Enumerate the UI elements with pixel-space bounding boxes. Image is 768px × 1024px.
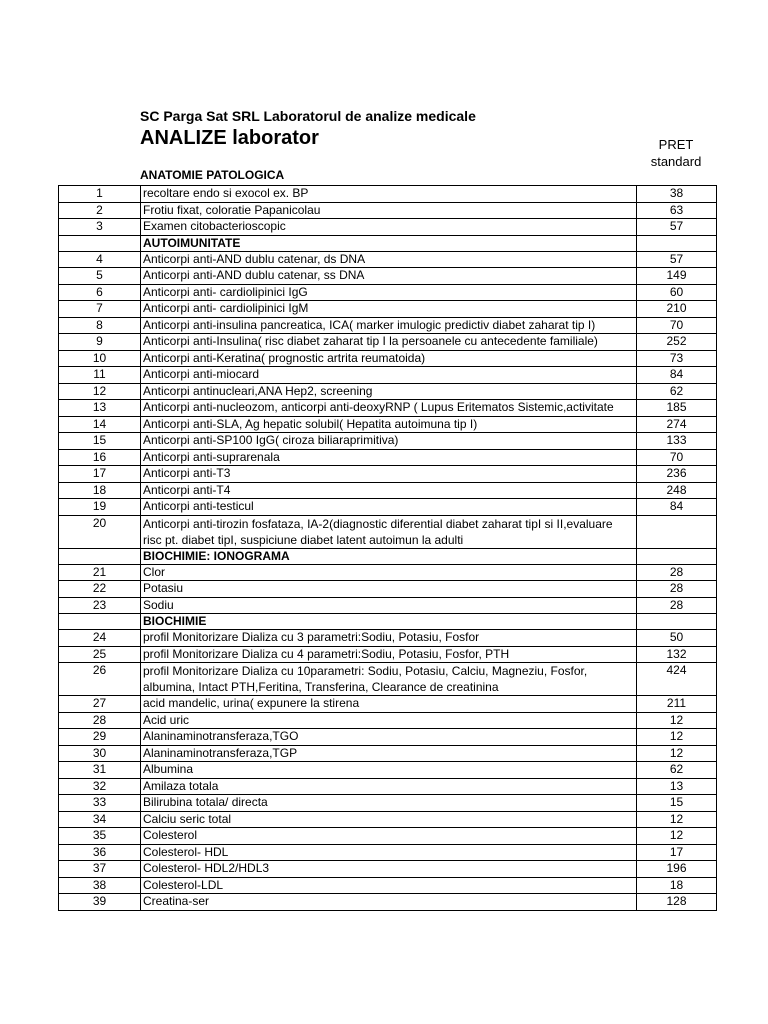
row-number: 23: [59, 597, 141, 614]
analysis-name: Alaninaminotransferaza,TGO: [141, 729, 637, 746]
row-number: 6: [59, 284, 141, 301]
table-row: [59, 284, 717, 301]
table-row: [59, 828, 717, 845]
row-number: 27: [59, 696, 141, 713]
table-row: [59, 646, 717, 663]
analysis-name: Colesterol- HDL: [141, 844, 637, 861]
analysis-name: Anticorpi anti-T3: [141, 466, 637, 483]
price-label-line1: PRET: [658, 137, 694, 152]
table-row: [59, 400, 717, 417]
row-number: 21: [59, 564, 141, 581]
company-name: SC Parga Sat SRL Laboratorul de analize medicale: [140, 108, 476, 124]
row-number: 14: [59, 416, 141, 433]
table-row: [59, 515, 717, 548]
analysis-name: Anticorpi anti-miocard: [141, 367, 637, 384]
analysis-price: 12: [637, 712, 717, 729]
row-number: 35: [59, 828, 141, 845]
analysis-price: 133: [637, 433, 717, 450]
row-number: 32: [59, 778, 141, 795]
table-row: [59, 251, 717, 268]
row-number: 26: [59, 663, 141, 696]
table-row: [59, 433, 717, 450]
analysis-name: Anticorpi anti-AND dublu catenar, ss DNA: [141, 268, 637, 285]
table-row: [59, 482, 717, 499]
analysis-name: Clor: [141, 564, 637, 581]
analysis-price: 73: [637, 350, 717, 367]
row-number: 7: [59, 301, 141, 318]
price-table-body: [59, 186, 717, 911]
analysis-name: Anticorpi anti-suprarenala: [141, 449, 637, 466]
table-row: [59, 449, 717, 466]
row-number: 39: [59, 894, 141, 911]
analysis-name: Alaninaminotransferaza,TGP: [141, 745, 637, 762]
analysis-name: Bilirubina totala/ directa: [141, 795, 637, 812]
analysis-name: Potasiu: [141, 581, 637, 598]
row-number: 33: [59, 795, 141, 812]
section-title: ANATOMIE PATOLOGICA: [140, 168, 285, 182]
page-title: ANALIZE laborator: [140, 127, 319, 149]
row-number: 3: [59, 219, 141, 236]
row-number: 36: [59, 844, 141, 861]
analysis-price: 12: [637, 745, 717, 762]
analysis-price: 18: [637, 877, 717, 894]
analysis-name: acid mandelic, urina( expunere la stirena: [141, 696, 637, 713]
row-number: 5: [59, 268, 141, 285]
analysis-name: Colesterol- HDL2/HDL3: [141, 861, 637, 878]
analysis-name: profil Monitorizare Dializa cu 3 parametri:Sodiu, Potasiu, Fosfor: [141, 630, 637, 647]
row-number: 9: [59, 334, 141, 351]
analysis-price: 28: [637, 597, 717, 614]
section-title: AUTOIMUNITATE: [143, 235, 241, 250]
analysis-name: Frotiu fixat, coloratie Papanicolau: [141, 202, 637, 219]
table-row: [59, 844, 717, 861]
analysis-name: Anticorpi anti-testicul: [141, 499, 637, 516]
analysis-name: Anticorpi anti-nucleozom, anticorpi anti-deoxyRNP ( Lupus Eritematos Sistemic,activitate: [141, 400, 637, 417]
table-row: [59, 416, 717, 433]
analysis-price: 17: [637, 844, 717, 861]
section-empty-cell: [637, 548, 717, 564]
section-title: BIOCHIMIE: IONOGRAMA: [143, 548, 290, 563]
analysis-price: 132: [637, 646, 717, 663]
row-number: 20: [59, 515, 141, 548]
analysis-name: Anticorpi anti-AND dublu catenar, ds DNA: [141, 251, 637, 268]
analysis-name: Anticorpi anti-SLA, Ag hepatic solubil( Hepatita autoimuna tip I): [141, 416, 637, 433]
analysis-name: Anticorpi anti- cardiolipinici IgG: [141, 284, 637, 301]
price-table: [58, 185, 717, 911]
analysis-name: Anticorpi antinucleari,ANA Hep2, screening: [141, 383, 637, 400]
row-number: 16: [59, 449, 141, 466]
section-empty-cell: [59, 614, 141, 630]
table-row: [59, 367, 717, 384]
table-row: [59, 581, 717, 598]
analysis-price: 28: [637, 564, 717, 581]
analysis-name: Anticorpi anti-Insulina( risc diabet zaharat tip I la persoanele cu antecedente familiale): [141, 334, 637, 351]
analysis-price: 12: [637, 811, 717, 828]
table-row: [59, 268, 717, 285]
table-row: [59, 663, 717, 696]
analysis-price: 70: [637, 449, 717, 466]
row-number: 18: [59, 482, 141, 499]
row-number: 4: [59, 251, 141, 268]
section-title: BIOCHIMIE: [143, 614, 207, 628]
table-row: [59, 894, 717, 911]
section-header-row: [59, 548, 717, 564]
analysis-name: Calciu seric total: [141, 811, 637, 828]
table-row: [59, 877, 717, 894]
table-row: [59, 334, 717, 351]
table-row: [59, 795, 717, 812]
table-row: [59, 712, 717, 729]
table-row: [59, 186, 717, 203]
analysis-price: 62: [637, 762, 717, 779]
row-number: 31: [59, 762, 141, 779]
analysis-price: 57: [637, 251, 717, 268]
row-number: 8: [59, 317, 141, 334]
analysis-price: 185: [637, 400, 717, 417]
section-empty-cell: [637, 614, 717, 630]
analysis-price: 196: [637, 861, 717, 878]
row-number: 13: [59, 400, 141, 417]
table-row: [59, 696, 717, 713]
analysis-price: 236: [637, 466, 717, 483]
analysis-name: Sodiu: [141, 597, 637, 614]
analysis-price: 211: [637, 696, 717, 713]
analysis-price: 248: [637, 482, 717, 499]
row-number: 28: [59, 712, 141, 729]
table-row: [59, 861, 717, 878]
analysis-name: Examen citobacterioscopic: [141, 219, 637, 236]
table-row: [59, 745, 717, 762]
analysis-name: Colesterol: [141, 828, 637, 845]
table-row: [59, 202, 717, 219]
row-number: 29: [59, 729, 141, 746]
table-row: [59, 564, 717, 581]
row-number: 30: [59, 745, 141, 762]
table-row: [59, 383, 717, 400]
analysis-price: 274: [637, 416, 717, 433]
table-row: [59, 597, 717, 614]
row-number: 37: [59, 861, 141, 878]
table-row: [59, 499, 717, 516]
analysis-price: 84: [637, 499, 717, 516]
row-number: 25: [59, 646, 141, 663]
analysis-price: 57: [637, 219, 717, 236]
analysis-price: 149: [637, 268, 717, 285]
analysis-name: Anticorpi anti-Keratina( prognostic artrita reumatoida): [141, 350, 637, 367]
analysis-price: 38: [637, 186, 717, 203]
analysis-name: Colesterol-LDL: [141, 877, 637, 894]
row-number: 10: [59, 350, 141, 367]
table-row: [59, 317, 717, 334]
analysis-price: 424: [637, 663, 717, 696]
row-number: 15: [59, 433, 141, 450]
analysis-price: 70: [637, 317, 717, 334]
section-header-row: [59, 614, 717, 630]
row-number: 24: [59, 630, 141, 647]
analysis-price: 210: [637, 301, 717, 318]
row-number: 12: [59, 383, 141, 400]
analysis-name: Albumina: [141, 762, 637, 779]
analysis-price: 252: [637, 334, 717, 351]
analysis-price: 12: [637, 729, 717, 746]
analysis-price: 63: [637, 202, 717, 219]
analysis-name: Anticorpi anti-insulina pancreatica, ICA( marker imulogic predictiv diabet zaharat tip I): [141, 317, 637, 334]
analysis-price: 15: [637, 795, 717, 812]
analysis-name: profil Monitorizare Dializa cu 10parametri: Sodiu, Potasiu, Calciu, Magneziu, Fosfor, albumina, Intact PTH,Feritina, Transferina, Clearance de creatinina: [141, 663, 637, 696]
section-empty-cell: [637, 235, 717, 251]
analysis-price: 13: [637, 778, 717, 795]
row-number: 17: [59, 466, 141, 483]
analysis-price: 12: [637, 828, 717, 845]
row-number: 38: [59, 877, 141, 894]
section-empty-cell: [59, 235, 141, 251]
analysis-name: Anticorpi anti-T4: [141, 482, 637, 499]
table-row: [59, 630, 717, 647]
row-number: 34: [59, 811, 141, 828]
analysis-price: 60: [637, 284, 717, 301]
table-row: [59, 729, 717, 746]
row-number: 11: [59, 367, 141, 384]
row-number: 19: [59, 499, 141, 516]
analysis-name: profil Monitorizare Dializa cu 4 parametri:Sodiu, Potasiu, Fosfor, PTH: [141, 646, 637, 663]
analysis-name: Acid uric: [141, 712, 637, 729]
table-row: [59, 778, 717, 795]
analysis-price: [637, 515, 717, 548]
analysis-price: 28: [637, 581, 717, 598]
row-number: 2: [59, 202, 141, 219]
table-row: [59, 762, 717, 779]
analysis-name: Anticorpi anti-SP100 IgG( ciroza biliaraprimitiva): [141, 433, 637, 450]
analysis-price: 50: [637, 630, 717, 647]
analysis-name: Creatina-ser: [141, 894, 637, 911]
row-number: 22: [59, 581, 141, 598]
analysis-name: Amilaza totala: [141, 778, 637, 795]
section-empty-cell: [59, 548, 141, 564]
analysis-name: Anticorpi anti-tirozin fosfataza, IA-2(diagnostic diferential diabet zaharat tipI si II,evaluare risc pt. diabet tipI, suspiciune diabet latent autoimun la adulti: [141, 515, 637, 548]
table-row: [59, 466, 717, 483]
analysis-price: 128: [637, 894, 717, 911]
row-number: 1: [59, 186, 141, 203]
analysis-name: Anticorpi anti- cardiolipinici IgM: [141, 301, 637, 318]
price-column-header: [636, 136, 716, 170]
table-row: [59, 219, 717, 236]
table-row: [59, 350, 717, 367]
section-header-row: [59, 235, 717, 251]
analysis-name: recoltare endo si exocol ex. BP: [141, 186, 637, 203]
table-row: [59, 811, 717, 828]
table-row: [59, 301, 717, 318]
price-label-line2: standard: [650, 154, 702, 169]
analysis-price: 62: [637, 383, 717, 400]
analysis-price: 84: [637, 367, 717, 384]
